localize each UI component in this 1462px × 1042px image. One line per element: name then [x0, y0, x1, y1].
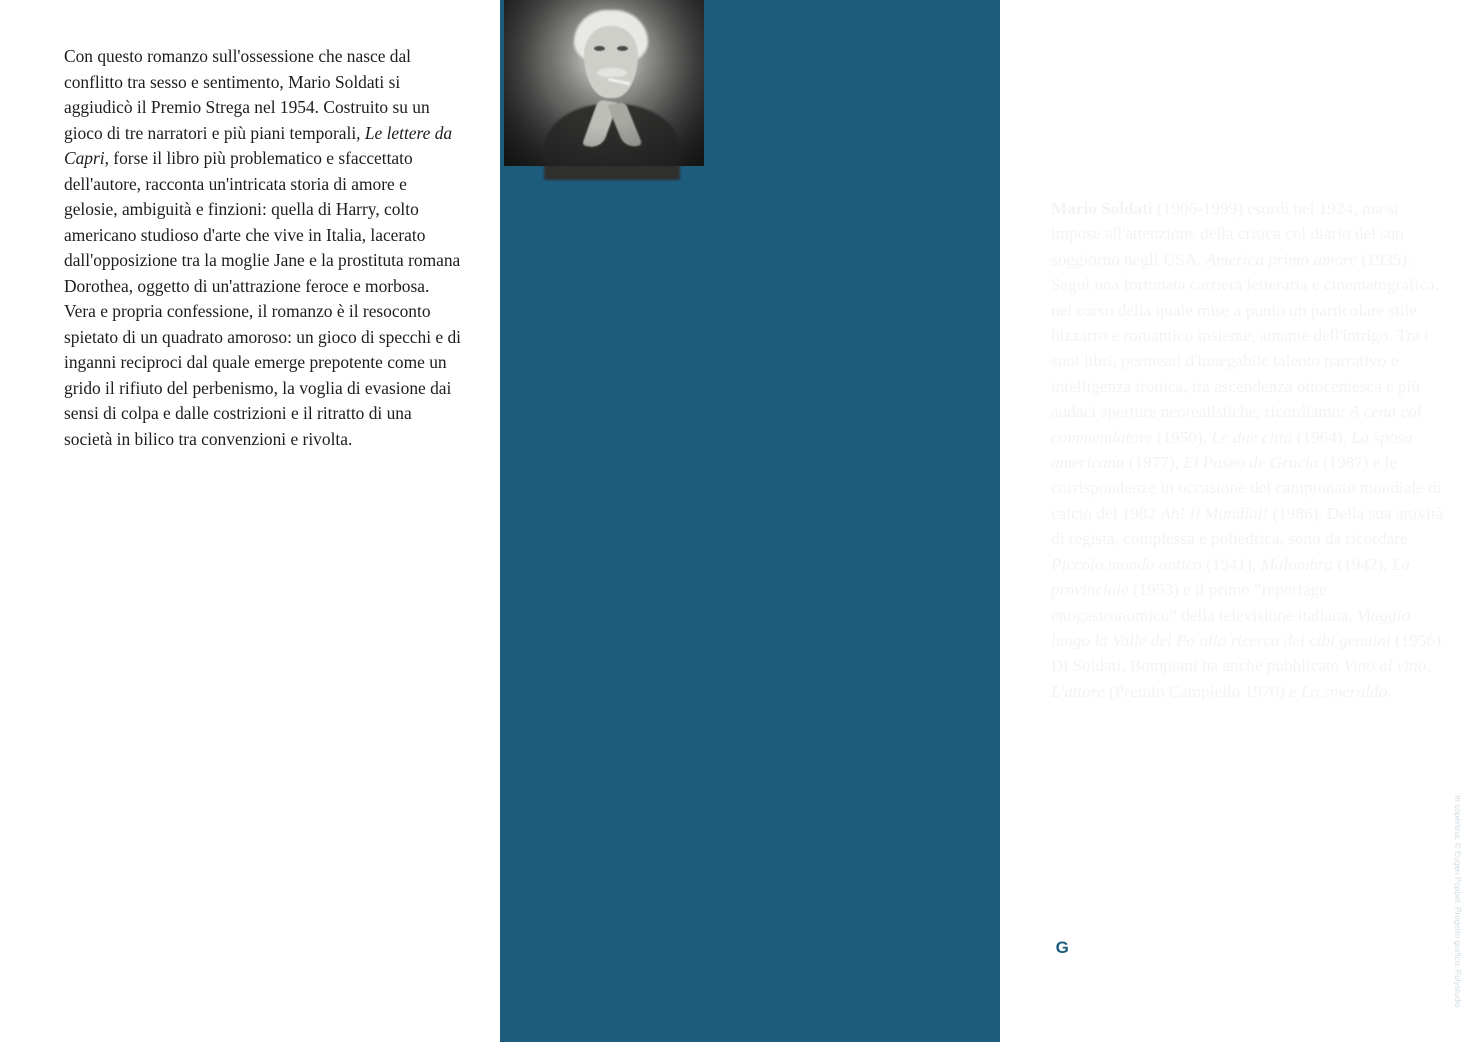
- url-giunti[interactable]: www.giunti.it: [1051, 973, 1124, 985]
- book-blurb-text: Con questo romanzo sull'ossessione che nasce dal conflitto tra sesso e sentimento, Mario Soldati si aggiudicò il Premio Strega nel 1954. Costruito su un gioco di tre narratori e più piani temporali, Le lettere da Capri, forse il libro più problematico e sfaccettato dell'autore, racconta un'intricata storia di amore e gelosie, ambiguità e finzioni: quella di Harry, colto americano studioso d'arte che vive in Italia, lacerato dall'opposizione tra la moglie Jane e la prostituta romana Dorothea, oggetto di un'attrazione feroce e morbosa. Vera e propria confessione, il romanzo è il resoconto spietato di un quadrato amoroso: un gioco di specchi e di inganni reciproci dal quale emerge prepotente come un grido il rifiuto del perbenismo, la voglia di evasione dai sensi di colpa e dalle costrizioni e il ritratto di una società in bilico tra convenzioni e rivolta.: [64, 46, 461, 449]
- url-bompiani[interactable]: www.bompiani.it: [1051, 988, 1144, 1001]
- publisher-urls: [1051, 972, 1311, 1003]
- publisher-logo-block: [1051, 934, 1311, 1003]
- portrait-vignette: [504, 0, 704, 166]
- author-portrait-photo: [504, 0, 704, 166]
- cover-credits-vertical: In copertina: © Eugen Poppel. Progetto grafico: Polystudio: [1453, 795, 1462, 1008]
- publisher-name: Giunti: [1077, 934, 1142, 960]
- author-biography-text: Mario Soldati (1906-1999) esordì nel 1924, ma si impose all'attenzione della critica col diario del suo soggiorno negli USA, America primo amore (1935). Seguì una fortunata carriera letteraria e cinematografica, nel corso della quale mise a punto un particolare stile bizzarro e romantico insieme, amante dell'intrigo. Tra i suoi libri, permeati d'innegabile talento narrativo e intelligenza ironica, tra ascendenza ottocentesca e più audaci aperture neorealistiche, ricordiamo: A cena col commendatore (1950), Le due città (1964), La sposa americana (1977), El Paseo de Gracia (1987) e le corrispondenze in occasione del campionato mondiale di calcio del 1982 Ah! Il Mundial! (1986). Della sua attività di regista, complessa e poliedrica, sono da ricordare Piccolo mondo antico (1941), Malombra (1942), La provinciale (1953) e il primo “reportage enogastronomico” della televisione italiana, Viaggio lungo la Valle del Po alla ricerca dei cibi genuini (1956). Di Soldati, Bompiani ha anche pubblicato Vino al vino, L'attore (Premio Campiello 1970) e Lo smeraldo.: [1051, 199, 1446, 701]
- publisher-logo: [1051, 934, 1311, 961]
- left-white-panel: [0, 0, 500, 1042]
- right-blue-panel: [500, 0, 1462, 1042]
- giunti-circle-icon: G: [1051, 937, 1073, 959]
